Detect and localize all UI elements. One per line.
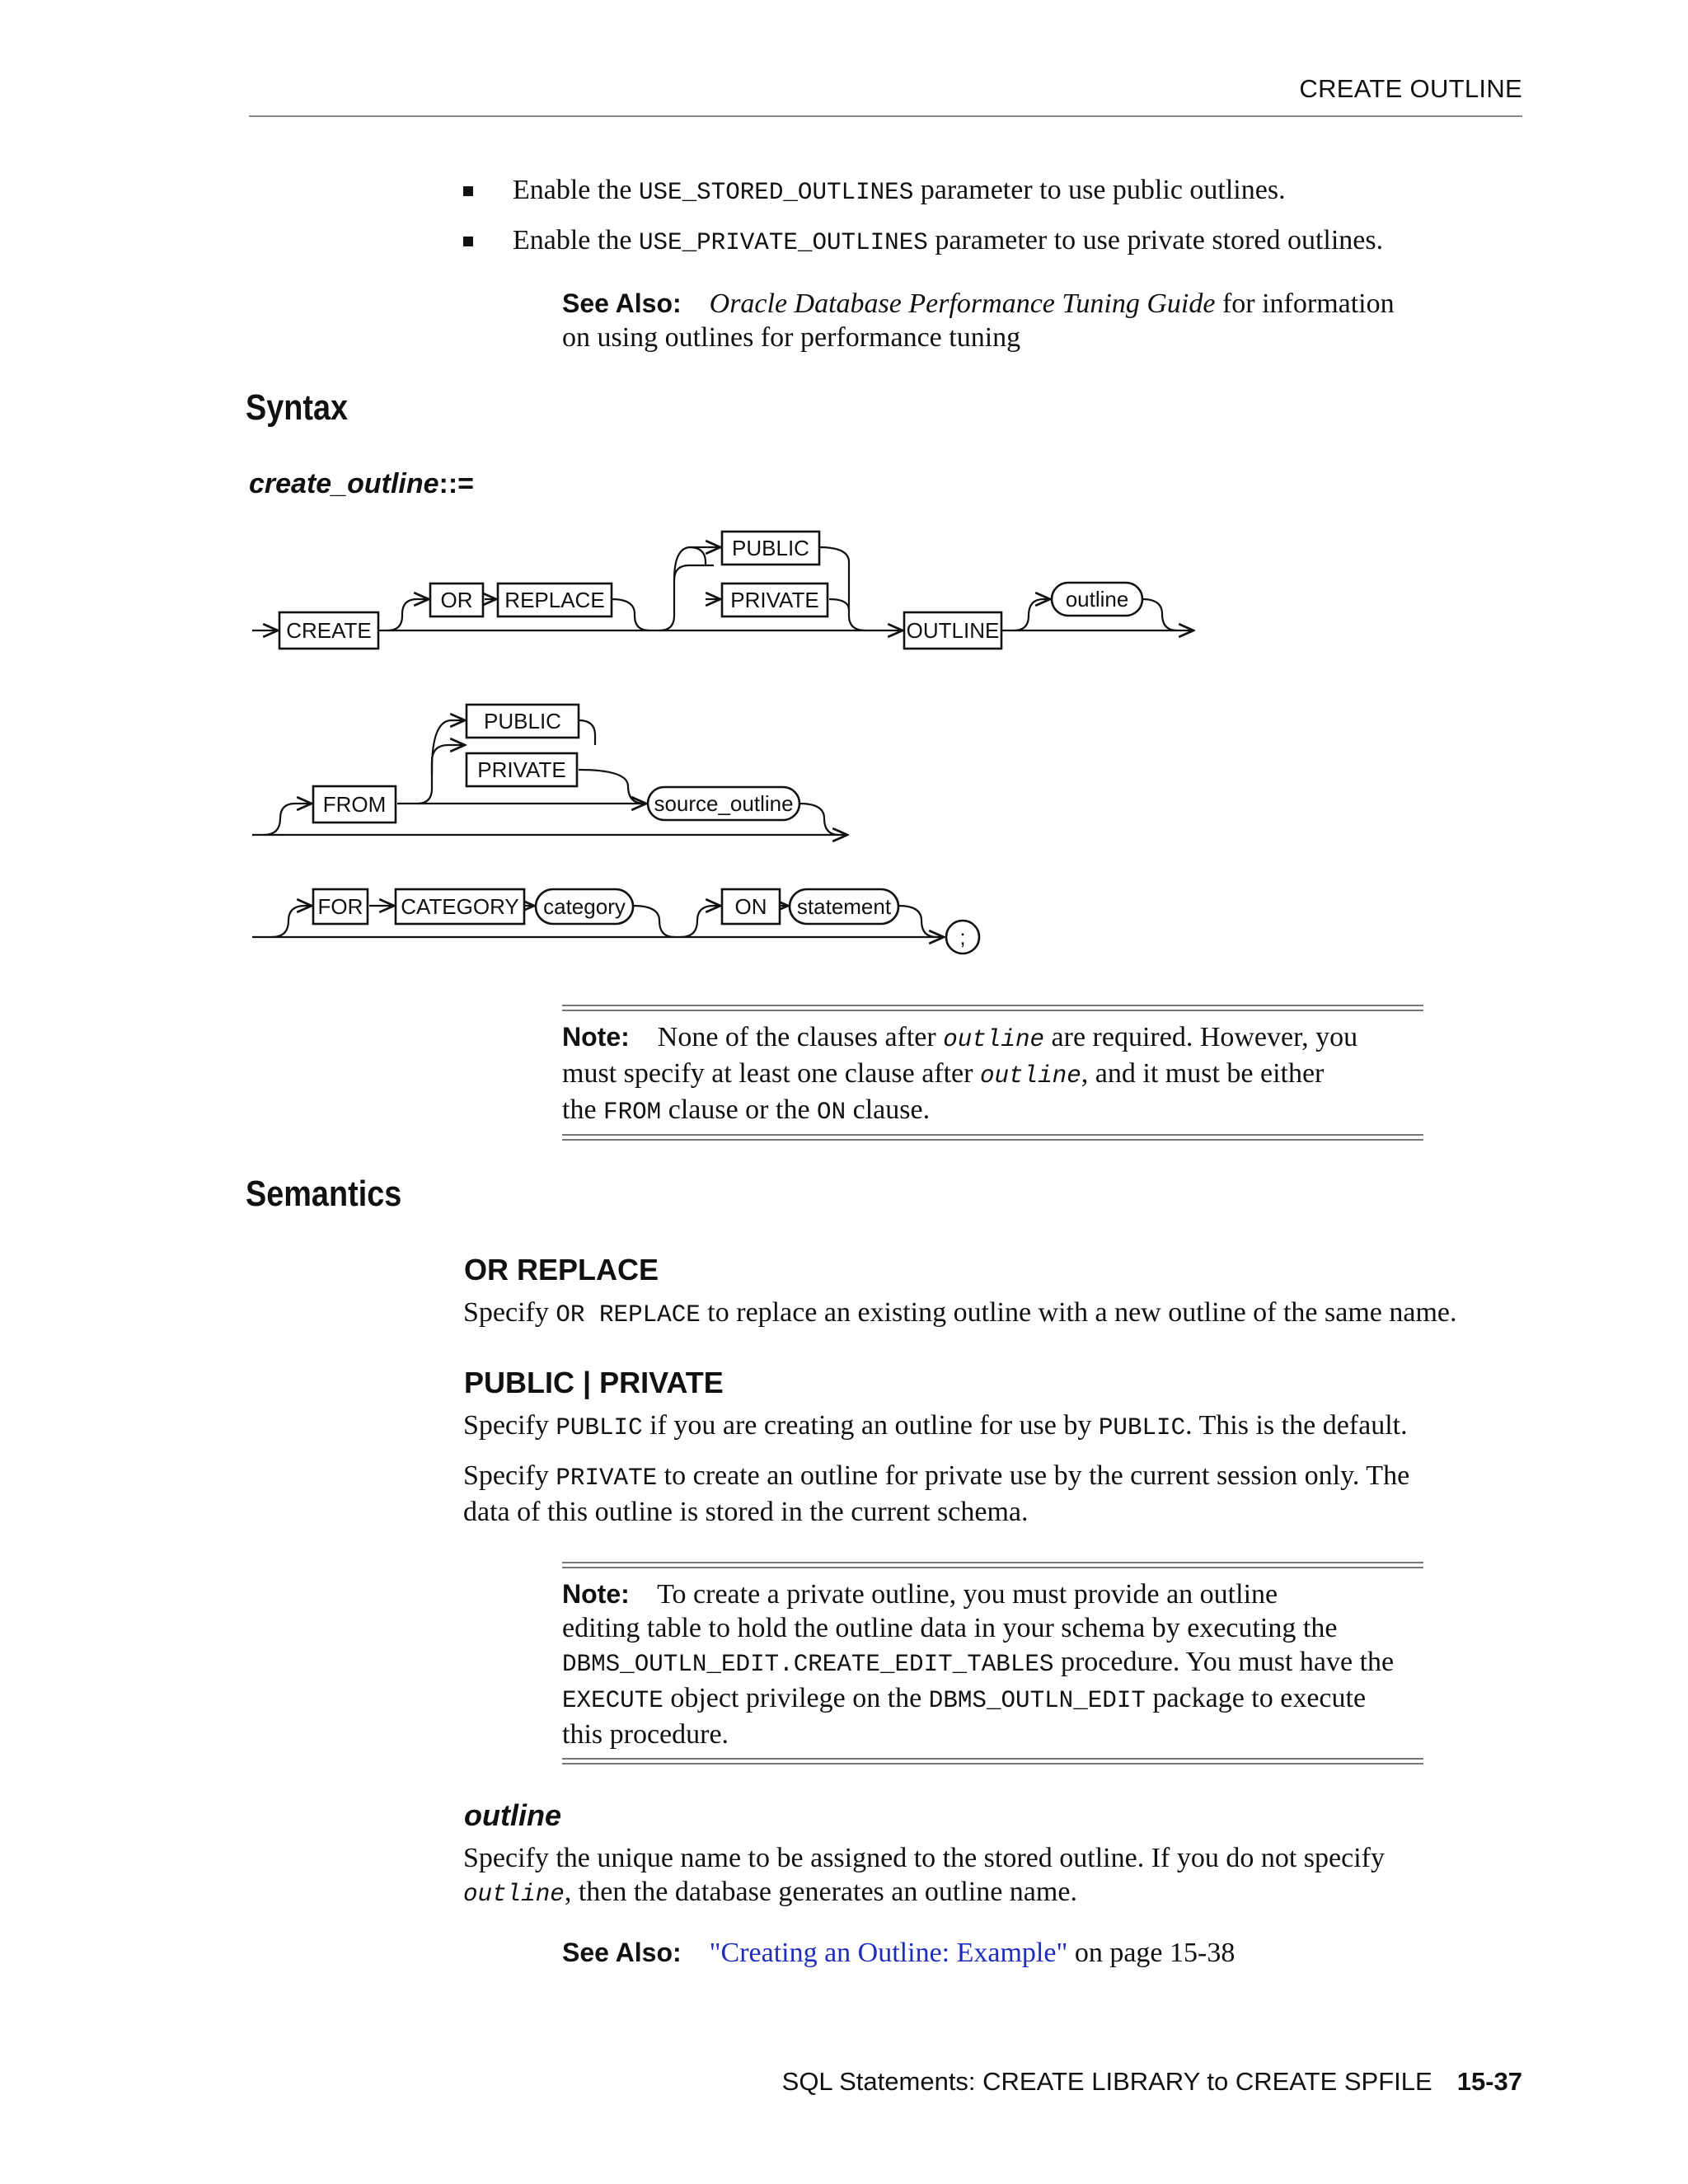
diagram-kw-private-2: PRIVATE xyxy=(477,757,566,782)
syntax-railroad-diagram xyxy=(0,0,1688,989)
diagram-kw-private: PRIVATE xyxy=(730,588,819,612)
syntax-rule-name: create_outline::= xyxy=(249,468,475,499)
private-text: Specify PRIVATE to create an outline for private use by the current session only. The data of this outline is stored in the current schema. xyxy=(463,1460,1410,1527)
diagram-kw-category: CATEGORY xyxy=(401,894,519,919)
outline-text: Specify the unique name to be assigned to the stored outline. If you do not specify outline, then the database generates an outline name. xyxy=(463,1843,1385,1908)
note-top-rule xyxy=(562,1562,1423,1568)
diagram-var-statement: statement xyxy=(796,894,892,919)
see-also-example: See Also: "Creating an Outline: Example" on page 15-38 xyxy=(562,1938,1236,1968)
page-footer xyxy=(782,2067,1522,2097)
note-private-outline: Note: To create a private outline, you must provide an outline editing table to hold the outline data in your schema by executing the DBMS_OUTLN_EDIT.CREATE_EDIT_TABLES procedure. You must have the EXECUTE object privilege on the DBMS_OUTLN_EDIT package to execute this procedure. xyxy=(562,1579,1395,1750)
public-private-heading: PUBLIC | PRIVATE xyxy=(464,1366,724,1399)
diagram-semicolon: ; xyxy=(959,925,966,949)
creating-outline-example-link[interactable]: "Creating an Outline: Example" xyxy=(709,1938,1068,1968)
running-header: CREATE OUTLINE xyxy=(1299,74,1522,103)
note-top-rule xyxy=(562,1005,1423,1011)
diagram-kw-on: ON xyxy=(734,894,767,919)
diagram-kw-replace: REPLACE xyxy=(504,588,605,612)
footer-page-number: 15-37 xyxy=(1456,2067,1522,2096)
syntax-heading: Syntax xyxy=(246,387,349,428)
semantics-heading: Semantics xyxy=(246,1174,402,1214)
see-also-performance-guide: See Also: Oracle Database Performance Tuning Guide for information on using outlines for performance tuning xyxy=(562,288,1395,353)
diagram-kw-or: OR xyxy=(440,588,473,612)
bullet-item-stored-outlines: Enable the USE_STORED_OUTLINES parameter to use public outlines. xyxy=(513,175,1286,206)
diagram-kw-public: PUBLIC xyxy=(732,536,809,560)
diagram-kw-from: FROM xyxy=(322,792,387,817)
diagram-var-source-outline: source_outline xyxy=(654,791,794,816)
diagram-var-category: category xyxy=(543,894,626,919)
outline-heading: outline xyxy=(464,1798,561,1832)
bullet-item-private-outlines: Enable the USE_PRIVATE_OUTLINES parameter to use private stored outlines. xyxy=(513,225,1384,256)
or-replace-text: Specify OR REPLACE to replace an existing outline with a new outline of the same name. xyxy=(463,1297,1457,1329)
or-replace-heading: OR REPLACE xyxy=(464,1253,659,1286)
footer-book-title: SQL Statements: CREATE LIBRARY to CREATE SPFILE xyxy=(781,2067,1432,2096)
public-text: Specify PUBLIC if you are creating an outline for use by PUBLIC. This is the default. xyxy=(463,1410,1408,1441)
diagram-var-outline: outline xyxy=(1065,587,1129,612)
note-bottom-rule xyxy=(562,1134,1423,1141)
diagram-kw-create: CREATE xyxy=(286,618,372,643)
diagram-kw-for: FOR xyxy=(317,894,363,919)
diagram-kw-public-2: PUBLIC xyxy=(484,709,561,733)
diagram-kw-outline: OUTLINE xyxy=(906,618,1000,643)
note-clauses-after-outline: Note: None of the clauses after outline are required. However, you must specify at least one clause after outline, and it must be either the FROM clause or the ON clause. xyxy=(562,1022,1358,1126)
note-bottom-rule xyxy=(562,1758,1423,1765)
